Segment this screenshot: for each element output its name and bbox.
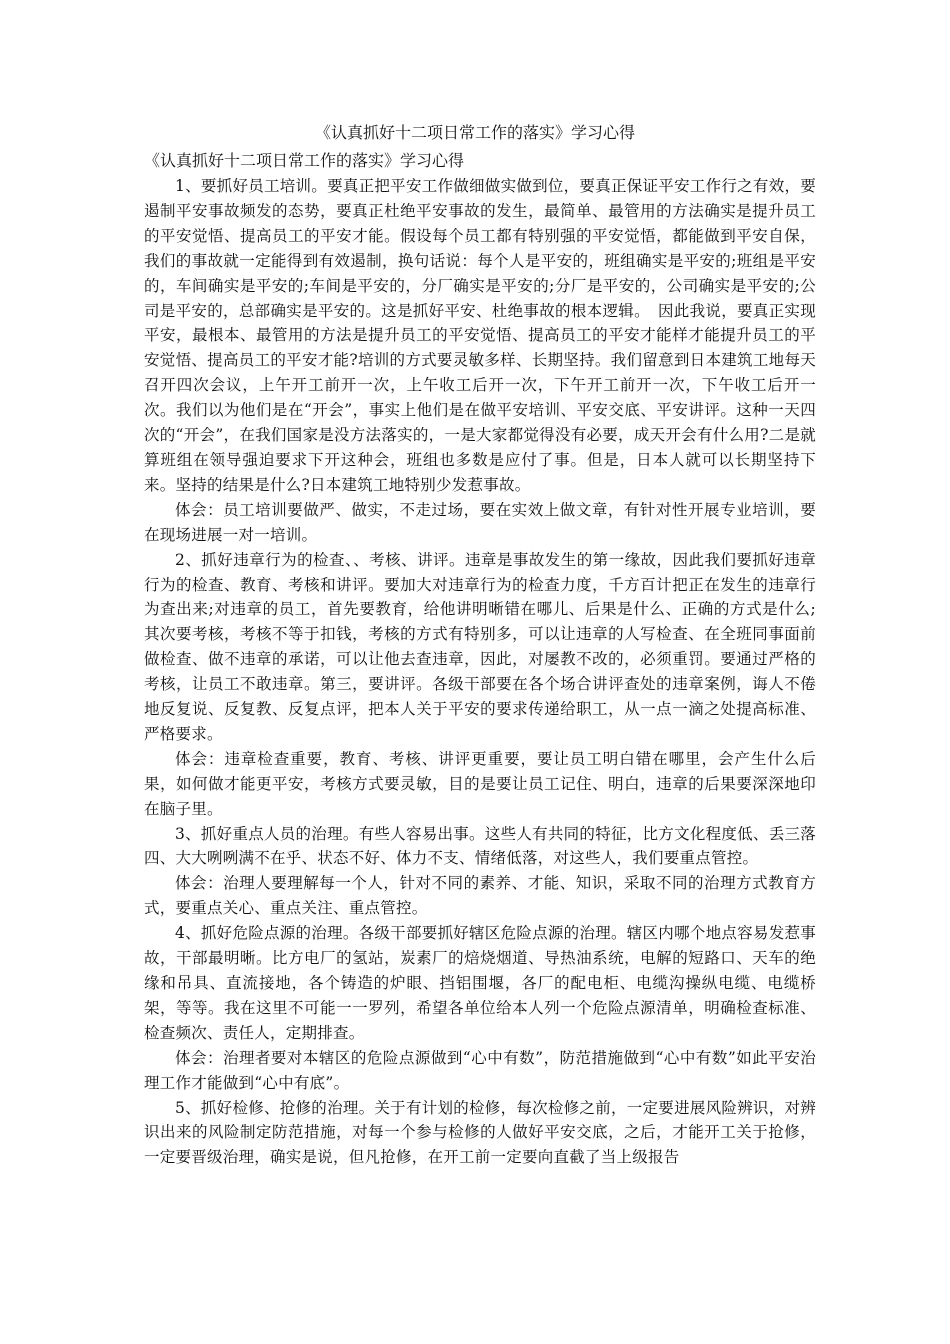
paragraph-violations-reflection: 体会：违章检查重要，教育、考核、讲评更重要，要让员工明白错在哪里，会产生什么后果，如何做才能更平安，考核方式要灵敏，目的是要让员工记住、明白，违章的后果要深深地印在脑子里。 xyxy=(144,749,816,818)
paragraph-training-reflection: 体会：员工培训要做严、做实，不走过场，要在实效上做文章，有针对性开展专业培训，要在现场进展一对一培训。 xyxy=(144,500,816,544)
paragraph-violations: 2、抓好违章行为的检查、、考核、讲评。违章是事故发生的第一缘故，因此我们要抓好违章行为的检查、教育、考核和讲评。要加大对违章行为的检查力度，千方百计把正在发生的违章行为查出来;对违章的员工，首先要教育，给他讲明晰错在哪儿、后果是什么、正确的方式是什么;其次要考核，考核不等于扣钱，考核的方式有特别多，可以让违章的人写检查、在全班同事面前做检查、做不违章的承诺，可以让他去查违章，因此，对屡教不改的，必须重罚。要通过严格的考核，让员工不敢违章。第三，要讲评。各级干部要在各个场合讲评查处的违章案例，诲人不倦地反复说、反复教、反复点评，把本人关于平安的要求传递给职工，从一点一滴之处提高标准、严格要求。 xyxy=(144,550,816,743)
paragraph-training: 1、要抓好员工培训。要真正把平安工作做细做实做到位，要真正保证平安工作行之有效，要遏制平安事故频发的态势，要真正杜绝平安事故的发生，最简单、最管用的方法确实是提升员工的平安觉悟、提高员工的平安才能。假设每个员工都有特别强的平安觉悟，都能做到平安自保，我们的事故就一定能得到有效遏制，换句话说：每个人是平安的，班组确实是平安的;班组是平安的，车间确实是平安的;车间是平安的，分厂确实是平安的;分厂是平安的，公司确实是平安的;公司是平安的，总部确实是平安的。这是抓好平安、杜绝事故的根本逻辑。 因此我说，要真正实现平安，最根本、最管用的方法是提升员工的平安觉悟、提高员工的平安才能样才能提升员工的平安觉悟、提高员工的平安才能?培训的方式要灵敏多样、长期坚持。我们留意到日本建筑工地每天召开四次会议，上午开工前开一次，上午收工后开一次，下午开工前开一次，下午收工后开一次。我们以为他们是在“开会”，事实上他们是在做平安培训、平安交底、平安讲评。这种一天四次的“开会”，在我们国家是没方法落实的，一是大家都觉得没有必要，成天开会有什么用?二是就算班组在领导强迫要求下开这种会，班组也多数是应付了事。但是，日本人就可以长期坚持下来。坚持的结果是什么?日本建筑工地特别少发惹事故。 xyxy=(144,177,816,494)
paragraph-hazard-points: 4、抓好危险点源的治理。各级干部要抓好辖区危险点源的治理。辖区内哪个地点容易发惹事故，干部最明晰。比方电厂的氢站，炭素厂的焙烧烟道、导热油系统，电解的短路口、天车的绝缘和吊具、直流接地，各个铸造的炉眼、挡铝围堰，各厂的配电柜、电缆沟操纵电缆、电缆桥架，等等。我在这里不可能一一罗列，希望各单位给本人列一个危险点源清单，明确检查标准、检查频次、责任人，定期排查。 xyxy=(144,924,816,1042)
paragraph-key-personnel: 3、抓好重点人员的治理。有些人容易出事。这些人有共同的特征，比方文化程度低、丢三落四、大大咧咧满不在乎、状态不好、体力不支、情绪低落，对这些人，我们要重点管控。 xyxy=(144,824,816,868)
paragraph-key-personnel-reflection: 体会：治理人要理解每一个人，针对不同的素养、才能、知识，采取不同的治理方式教育方式，要重点关心、重点关注、重点管控。 xyxy=(144,874,816,918)
paragraph-maintenance: 5、抓好检修、抢修的治理。关于有计划的检修，每次检修之前，一定要进展风险辨识，对辨识出来的风险制定防范措施，对每一个参与检修的人做好平安交底，之后，才能开工关于抢修，一定要晋级治理，确实是说，但凡抢修，在开工前一定要向直截了当上级报告 xyxy=(144,1098,816,1167)
paragraph-hazard-points-reflection: 体会：治理者要对本辖区的危险点源做到“心中有数”，防范措施做到“心中有数”如此平安治理工作才能做到“心中有底”。 xyxy=(144,1048,816,1092)
document-title: 《认真抓好十二项日常工作的落实》学习心得 xyxy=(314,123,635,142)
document-body xyxy=(144,174,816,1170)
document-subtitle: 《认真抓好十二项日常工作的落实》学习心得 xyxy=(144,151,465,170)
